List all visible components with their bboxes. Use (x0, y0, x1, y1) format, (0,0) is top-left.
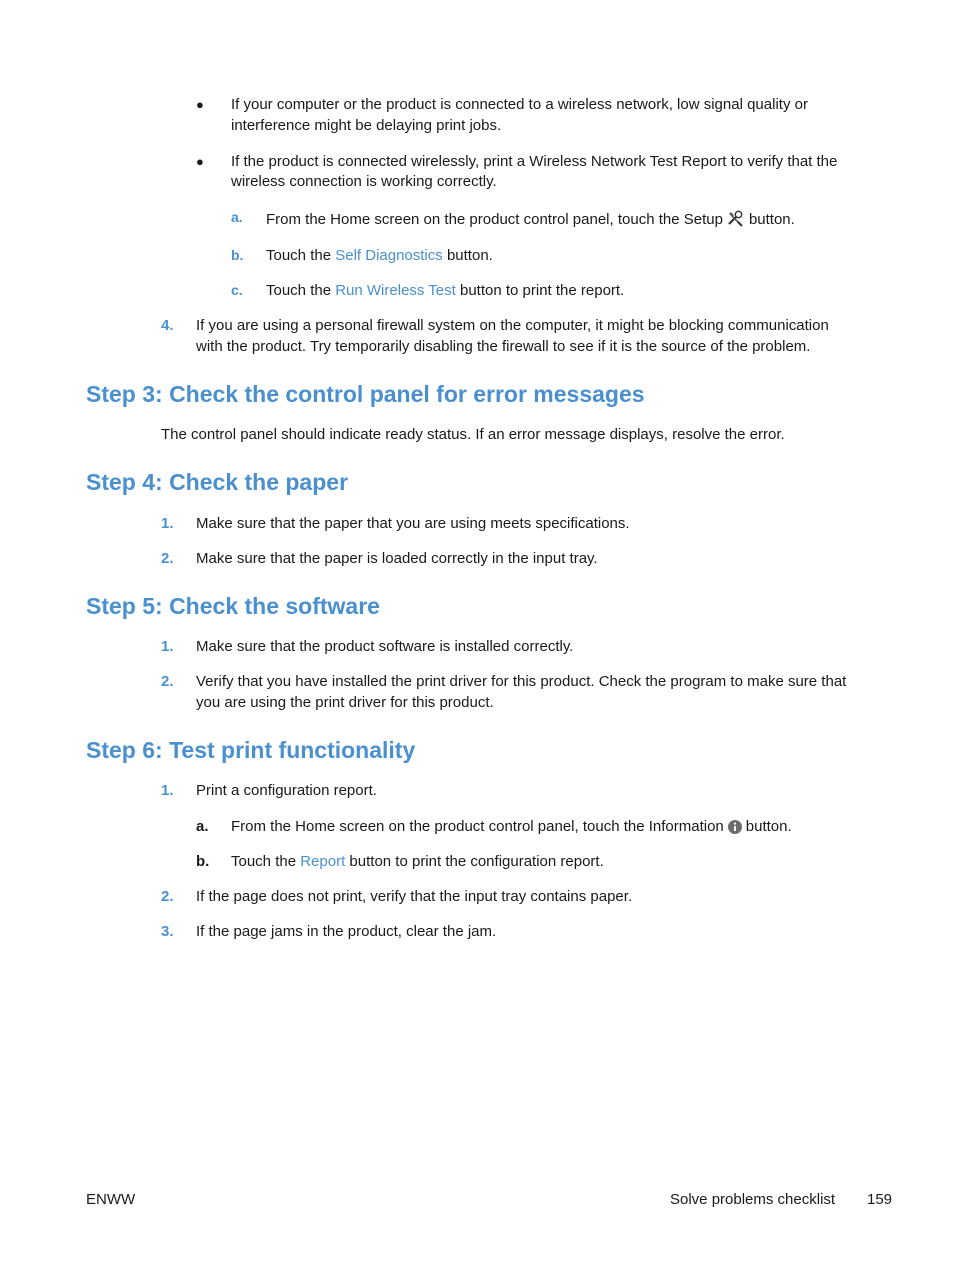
substep-c-pre: Touch the (266, 282, 332, 299)
step6-sub-a-post: button. (745, 818, 792, 835)
step3-body: The control panel should indicate ready status. If an error message displays, resolve the error. (161, 426, 785, 443)
item-text-line: If you are using a personal firewall system on the computer, it might be blocking communication (196, 317, 829, 334)
item-text-line: Verify that you have installed the print driver for this product. Check the program to make sure that (196, 673, 847, 690)
substep-b-pre: Touch the (266, 247, 332, 264)
substep-marker: a. (196, 818, 209, 835)
substep-marker: a. (231, 209, 243, 225)
bullet-text-line: If the product is connected wirelessly, print a Wireless Network Test Report to verify that the (231, 153, 838, 170)
bullet-marker: ● (196, 97, 204, 112)
footer-section-title: Solve problems checklist (670, 1191, 836, 1208)
item-number: 2. (161, 550, 174, 567)
item-text-line: If the page does not print, verify that the input tray contains paper. (196, 888, 633, 905)
substep-marker: b. (196, 853, 210, 870)
item-text-line: Print a configuration report. (196, 782, 377, 799)
substep-c-post: button to print the report. (459, 282, 625, 299)
page-number: 159 (867, 1191, 893, 1208)
information-icon (727, 819, 743, 841)
substep-c-text (266, 280, 624, 301)
item-number: 2. (161, 673, 174, 690)
substep-a-text (266, 208, 795, 234)
section-heading-step4: Step 4: Check the paper (86, 469, 349, 495)
step6-sub-a-pre: From the Home screen on the product control panel, touch the Information (231, 818, 724, 835)
item-text-line: Make sure that the product software is installed correctly. (196, 638, 574, 655)
item-number: 3. (161, 923, 174, 940)
step6-sub-b-post: button to print the configuration report. (349, 853, 604, 870)
item-text-line: If the page jams in the product, clear the jam. (196, 923, 497, 940)
footer-left: ENWW (86, 1191, 136, 1208)
item-number: 2. (161, 888, 174, 905)
section-heading-step3: Step 3: Check the control panel for error messages (86, 381, 645, 407)
item-number: 1. (161, 638, 174, 655)
bullet-text-line: If your computer or the product is connected to a wireless network, low signal quality or (231, 96, 808, 113)
substep-marker: b. (231, 247, 244, 263)
substep-a-post: button. (748, 211, 795, 228)
report-link[interactable]: Report (300, 853, 346, 870)
section-heading-step6: Step 6: Test print functionality (86, 737, 416, 763)
item-number: 4. (161, 317, 174, 334)
item-number: 1. (161, 515, 174, 532)
bullet-marker: ● (196, 154, 204, 169)
step6-sub-b-text (231, 851, 604, 872)
item-text-line: Make sure that the paper is loaded correctly in the input tray. (196, 550, 598, 567)
item-text-line: with the product. Try temporarily disabling the firewall to see if it is the source of the problem. (196, 338, 811, 355)
bullet-text-line: wireless connection is working correctly. (231, 173, 497, 190)
item-text-line: you are using the print driver for this product. (196, 694, 494, 711)
self-diagnostics-link[interactable]: Self Diagnostics (335, 247, 443, 264)
section-heading-step5: Step 5: Check the software (86, 593, 380, 619)
substep-b-text (266, 245, 493, 266)
item-text-line: Make sure that the paper that you are using meets specifications. (196, 515, 630, 532)
item-number: 1. (161, 782, 174, 799)
step6-sub-b-pre: Touch the (231, 853, 297, 870)
substep-b-post: button. (446, 247, 493, 264)
substep-a-pre: From the Home screen on the product control panel, touch the Setup (266, 211, 723, 228)
substep-marker: c. (231, 282, 243, 298)
setup-wrench-icon (726, 208, 746, 234)
step6-sub-a-text (231, 816, 792, 841)
run-wireless-test-link[interactable]: Run Wireless Test (335, 282, 456, 299)
bullet-text-line: interference might be delaying print jobs. (231, 117, 502, 134)
